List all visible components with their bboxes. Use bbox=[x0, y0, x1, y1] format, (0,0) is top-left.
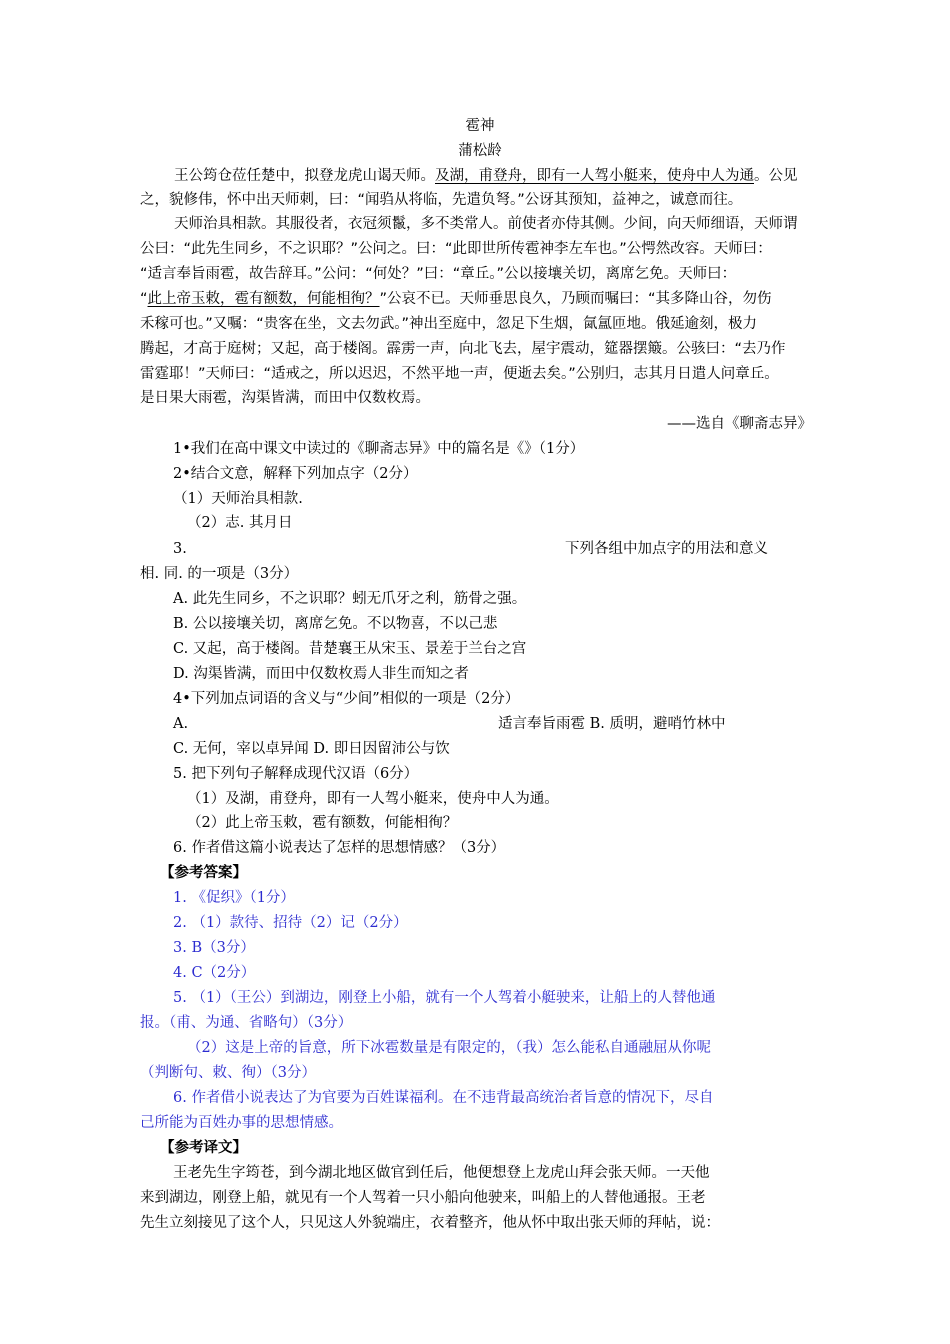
question-4-options-cd: C. 无何，宰以卓异闻 D. 即日因留沛公与饮 bbox=[173, 741, 450, 757]
poem-paragraph-2-line-5: 禾稼可也。”又嘱：“贵客在坐，文去勿武。”神出至庭中，忽足下生烟，氤氲匝地。俄延逾刻，极力 bbox=[140, 316, 758, 332]
answers-header: 【参考答案】 bbox=[160, 864, 247, 881]
answer-5-item-1-continued: 报。（甫、为通、省略句）（3分） bbox=[140, 1015, 353, 1031]
question-6: 6. 作者借这篇小说表达了怎样的思想情感？（3分） bbox=[173, 840, 506, 856]
underlined-sentence-2: 此上帝玉敕，雹有额数，何能相徇？ bbox=[147, 291, 380, 307]
poem-paragraph-2-line-2: 公曰：“此先生同乡，不之识耶？”公问之。曰：“此即世所传雹神李左车也。”公愕然改容。天师曰： bbox=[140, 241, 772, 257]
poem-title: 雹神 bbox=[465, 118, 495, 134]
answer-6-continued: 己所能为百姓办事的思想情感。 bbox=[140, 1115, 343, 1131]
question-3-text-continued: 相. 同. 的一项是（3分） bbox=[140, 566, 299, 582]
poem-paragraph-2-line-7: 雷霆耶！”天师曰：“适戒之，所以迟迟，不然平地一声，便逝去矣。”公别归，志其月日遣人问章丘。 bbox=[140, 366, 779, 382]
poem-paragraph-1-line-1: 王公筠仓莅任楚中，拟登龙虎山谒天师。及湖，甫登舟，即有一人驾小艇来，使舟中人为通。公见 bbox=[174, 168, 798, 184]
answer-1: 1. 《促织》（1分） bbox=[173, 890, 295, 906]
translation-line-2: 来到湖边，刚登上船，就见有一个人驾着一只小船向他驶来，叫船上的人替他通报。王老 bbox=[140, 1190, 706, 1206]
question-3-option-c: C. 又起，高于楼阁。昔楚襄王从宋玉、景差于兰台之宫 bbox=[173, 641, 527, 657]
poem-paragraph-1-line-2: 之，貌修伟，怀中出天师刺，曰：“闻驺从将临，先遣负弩。”公讶其预知，益神之，诚意而往。 bbox=[140, 192, 743, 208]
answer-5-item-2-continued: （判断句、敕、徇）（3分） bbox=[140, 1065, 316, 1081]
answer-6: 6. 作者借小说表达了为官要为百姓谋福利。在不违背最高统治者旨意的情况下，尽自 bbox=[173, 1090, 714, 1106]
question-5-item-1: （1）及湖，甫登舟，即有一人驾小艇来，使舟中人为通。 bbox=[187, 791, 559, 807]
answer-3: 3. B（3分） bbox=[173, 940, 255, 956]
answer-4: 4. C（2分） bbox=[173, 965, 256, 981]
answer-5-item-2: （2）这是上帝的旨意，所下冰雹数量是有限定的，（我）怎么能私自通融屈从你呢 bbox=[187, 1040, 711, 1056]
question-3-number: 3. bbox=[173, 541, 187, 557]
poem-paragraph-2-line-1: 天师治具相款。其服役者，衣冠须鬣，多不类常人。前使者亦侍其侧。少间，向天师细语，天师谓 bbox=[174, 216, 798, 232]
poem-paragraph-2-line-6: 腾起，才高于庭树；又起，高于楼阁。霹雳一声，向北飞去，屋宇震动，筵器摆簸。公骇曰：“去乃作 bbox=[140, 341, 786, 357]
translation-line-3: 先生立刻接见了这个人，只见这人外貌端庄，衣着整齐，他从怀中取出张天师的拜帖，说： bbox=[140, 1215, 720, 1231]
question-1: 1•我们在高中课文中读过的《聊斋志异》中的篇名是《》（1分） bbox=[173, 441, 585, 457]
question-3-text: 下列各组中加点字的用法和意义 bbox=[565, 541, 768, 557]
underlined-sentence-1: 及湖，甫登舟，即有一人驾小艇来，使舟中人为通 bbox=[435, 168, 754, 184]
question-5: 5. 把下列句子解释成现代汉语（6分） bbox=[173, 766, 419, 782]
question-3-option-b: B. 公以接壤关切，离席乞免。不以物喜，不以己悲 bbox=[173, 616, 498, 632]
question-2-item-1: （1）天师治具相款. bbox=[173, 491, 303, 507]
question-4: 4•下列加点词语的含义与“少间”相似的一项是（2分） bbox=[173, 691, 520, 707]
poem-paragraph-2-line-3: “适言奉旨雨雹，故告辞耳。”公问：“何处？”曰：“章丘。”公以接壤关切，离席乞免。天师曰： bbox=[140, 266, 737, 282]
question-5-item-2: （2）此上帝玉敕，雹有额数，何能相徇？ bbox=[187, 815, 458, 831]
question-4-options-ab: 适言奉旨雨雹 B. 质明，避哨竹林中 bbox=[498, 716, 726, 732]
answer-2: 2. （1）款待、招待（2）记（2分） bbox=[173, 915, 408, 931]
poem-source: ——选自《聊斋志异》 bbox=[667, 416, 812, 432]
translation-line-1: 王老先生字筠苍，到今湖北地区做官到任后，他便想登上龙虎山拜会张天师。一天他 bbox=[173, 1165, 710, 1181]
poem-paragraph-2-line-8: 是日果大雨雹，沟渠皆满，而田中仅数枚焉。 bbox=[140, 390, 430, 406]
question-4-option-a-label: A. bbox=[173, 716, 189, 732]
answer-5-item-1: 5. （1）（王公）到湖边，刚登上小船，就有一个人驾着小艇驶来，让船上的人替他通 bbox=[173, 990, 716, 1006]
poem-paragraph-2-line-4: “此上帝玉敕，雹有额数，何能相徇？”公哀不已。天师垂思良久，乃顾而嘱曰：“其多降山谷，勿伤 bbox=[140, 291, 772, 307]
question-3-option-a: A. 此先生同乡，不之识耶？蚓无爪牙之利，筋骨之强。 bbox=[173, 591, 527, 607]
translation-header: 【参考译文】 bbox=[160, 1139, 247, 1156]
question-2: 2•结合文意，解释下列加点字（2分） bbox=[173, 466, 418, 482]
question-3-option-d: D. 沟渠皆满，而田中仅数枚焉人非生而知之者 bbox=[173, 666, 469, 682]
question-2-item-2: （2）志. 其月日 bbox=[187, 515, 293, 531]
poem-author: 蒲松龄 bbox=[458, 143, 502, 159]
